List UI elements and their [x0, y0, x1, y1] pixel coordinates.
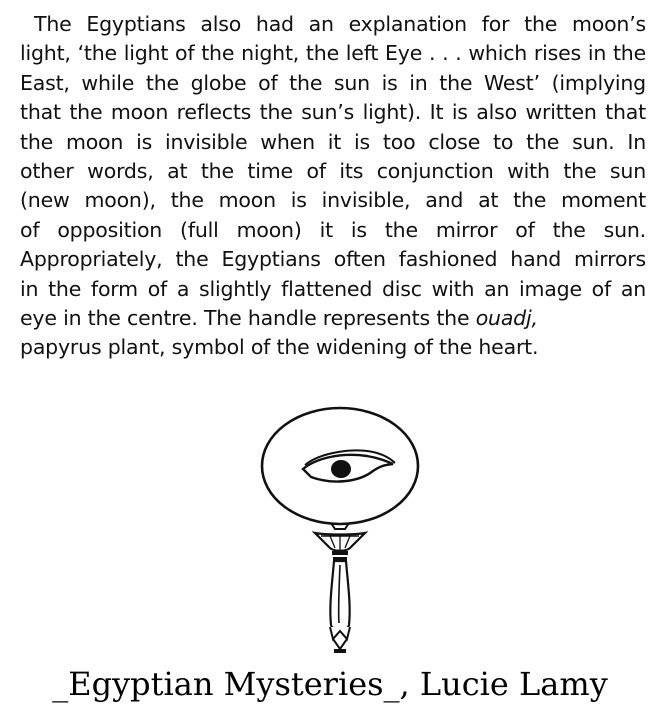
handle-base	[330, 627, 350, 639]
passage-line-with-term	[20, 304, 646, 333]
passage-line: that the moon reflects the sun’s light). It is also written that	[20, 100, 646, 125]
eye-pupil	[331, 460, 351, 478]
italic-term: ouadj,	[475, 306, 538, 331]
passage-line: The Egyptians also had an explanation for the moon’s	[34, 12, 646, 36]
passage-line: other words, at the time of its conjunction with the sun	[20, 159, 646, 184]
passage-line: (new moon), the moon is invisible, and at the moment	[20, 188, 646, 213]
passage	[20, 10, 646, 363]
passage-line: the moon is invisible when it is too close to the sun. In	[20, 129, 646, 154]
passage-line: of opposition (full moon) it is the mirror of the sun.	[20, 217, 646, 242]
passage-line: East, while the globe of the sun is in the West’ (implying	[20, 70, 646, 95]
caption: _Egyptian Mysteries_, Lucie Lamy	[52, 665, 608, 703]
passage-line: papyrus plant, symbol of the widening of the heart.	[20, 335, 539, 360]
handle-collar	[332, 551, 348, 555]
passage-line: light, ‘the light of the night, the left Eye . . . which rises in the	[20, 41, 646, 66]
passage-line: Appropriately, the Egyptians often fashioned hand mirrors	[20, 247, 646, 272]
passage-line: eye in the centre. The handle represents the	[20, 306, 470, 331]
eye-mirror-icon	[255, 405, 425, 660]
passage-line: in the form of a slightly flattened disc with an image of an	[20, 276, 646, 301]
